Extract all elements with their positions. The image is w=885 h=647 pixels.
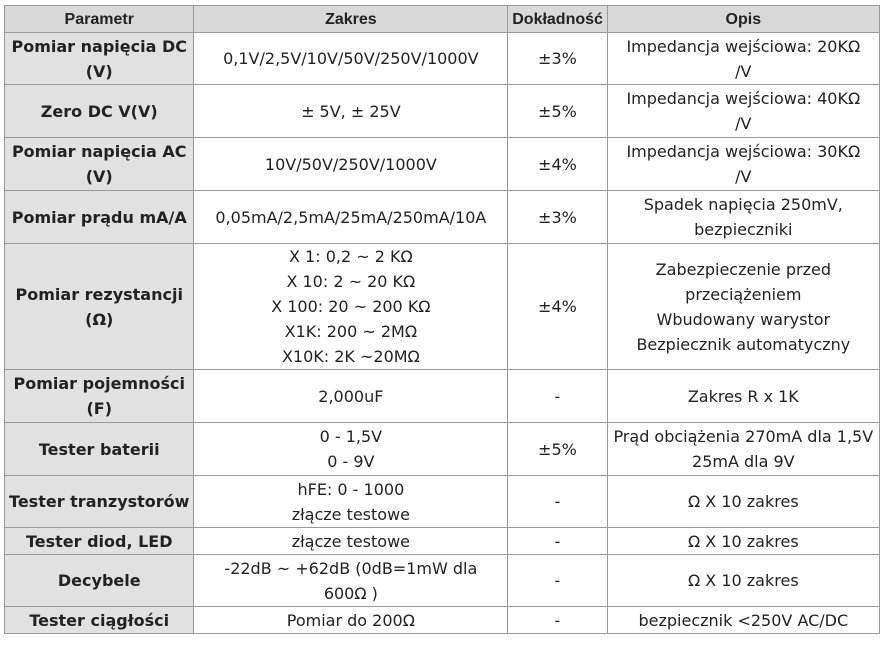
description-cell — [607, 555, 879, 607]
accuracy-cell: - — [508, 528, 607, 555]
accuracy-cell: ±3% — [508, 33, 607, 85]
parameter-cell-line: Tester baterii — [38, 439, 160, 459]
table-row — [5, 33, 880, 85]
parameter-cell — [5, 85, 194, 138]
header-row — [5, 6, 880, 33]
range-cell-line: 10V/50V/250V/1000V — [264, 154, 437, 174]
range-cell-line: 0 - 9V — [327, 452, 375, 471]
description-cell-line: 25mA dla 9V — [692, 452, 795, 471]
table-row — [5, 370, 880, 423]
accuracy-cell: ±5% — [508, 423, 607, 476]
range-cell-line: X1K: 200 ~ 2MΩ — [284, 322, 418, 341]
description-cell-line: /V — [735, 167, 752, 186]
description-cell — [607, 138, 879, 191]
header-dokladnosc: Dokładność — [508, 6, 607, 33]
parameter-cell-line: Pomiar prądu mA/A — [11, 207, 187, 227]
description-cell-line: Ω X 10 zakres — [687, 531, 799, 551]
range-cell — [194, 423, 508, 476]
description-cell-line: /V — [735, 114, 752, 133]
parameter-cell-line: Pomiar napięcia DC — [11, 36, 187, 56]
parameter-cell — [5, 476, 194, 528]
range-cell-line: -22dB ~ +62dB (0dB=1mW dla — [224, 558, 478, 578]
parameter-cell-line: Pomiar rezystancji — [15, 284, 183, 304]
table-body — [5, 33, 880, 634]
description-cell-line: Impedancja wejściowa: 40KΩ — [626, 89, 861, 108]
range-cell-line: 2,000uF — [318, 386, 384, 406]
accuracy-cell: - — [508, 370, 607, 423]
range-cell — [194, 476, 508, 528]
accuracy-cell: ±3% — [508, 191, 607, 244]
accuracy-cell: ±4% — [508, 138, 607, 191]
range-cell — [194, 555, 508, 607]
parameter-cell-line: (F) — [86, 399, 113, 418]
range-cell-line: 600Ω ) — [323, 583, 378, 603]
range-cell — [194, 607, 508, 634]
parameter-cell-line: (Ω) — [85, 309, 114, 329]
specifications-table — [4, 5, 880, 634]
range-cell-line: X10K: 2K ~20MΩ — [281, 347, 420, 366]
table-row — [5, 528, 880, 555]
description-cell-line: /V — [735, 61, 752, 81]
description-cell — [607, 476, 879, 528]
description-cell — [607, 244, 879, 370]
table-row — [5, 85, 880, 138]
range-cell-line: X 10: 2 ~ 20 KΩ — [286, 272, 416, 291]
description-cell — [607, 191, 879, 244]
table-row — [5, 476, 880, 528]
table-row — [5, 423, 880, 476]
accuracy-cell: - — [508, 555, 607, 607]
range-cell-line: X 100: 20 ~ 200 KΩ — [271, 297, 431, 316]
table-row — [5, 138, 880, 191]
parameter-cell-line: Pomiar napięcia AC — [11, 142, 187, 161]
accuracy-cell: ±5% — [508, 85, 607, 138]
table-row — [5, 191, 880, 244]
header-zakres: Zakres — [194, 6, 508, 33]
range-cell-line: 0,1V/2,5V/10V/50V/250V/1000V — [223, 49, 479, 68]
range-cell-line: hFE: 0 - 1000 — [297, 479, 405, 499]
header-parametr: Parametr — [5, 6, 194, 33]
description-cell-line: Impedancja wejściowa: 20KΩ — [626, 36, 861, 56]
description-cell-line: Prąd obciążenia 270mA dla 1,5V — [613, 427, 874, 446]
description-cell-line: bezpieczniki — [694, 220, 793, 239]
description-cell-line: przeciążeniem — [685, 284, 802, 304]
description-cell — [607, 423, 879, 476]
range-cell — [194, 370, 508, 423]
description-cell-line: Ω X 10 zakres — [687, 492, 799, 511]
range-cell — [194, 85, 508, 138]
description-cell-line: Ω X 10 zakres — [687, 571, 799, 590]
range-cell-line: ± 5V, ± 25V — [301, 101, 401, 121]
parameter-cell-line: Tester diod, LED — [25, 531, 173, 551]
parameter-cell — [5, 138, 194, 191]
accuracy-cell: - — [508, 607, 607, 634]
header-opis: Opis — [607, 6, 879, 33]
range-cell-line: 0,05mA/2,5mA/25mA/250mA/10A — [215, 207, 487, 227]
table-row — [5, 607, 880, 634]
parameter-cell-line: Tester tranzystorów — [9, 492, 190, 511]
parameter-cell — [5, 191, 194, 244]
parameter-cell — [5, 528, 194, 555]
description-cell — [607, 528, 879, 555]
description-cell-line: Zabezpieczenie przed — [655, 259, 831, 279]
parameter-cell-line: Zero DC V(V) — [40, 101, 158, 121]
description-cell-line: Zakres R x 1K — [687, 386, 799, 406]
parameter-cell-line: Decybele — [57, 571, 141, 590]
parameter-cell — [5, 370, 194, 423]
description-cell — [607, 85, 879, 138]
parameter-cell — [5, 423, 194, 476]
table-row — [5, 555, 880, 607]
description-cell-line: Wbudowany warystor — [656, 309, 831, 329]
range-cell — [194, 528, 508, 555]
description-cell-line: bezpiecznik <250V AC/DC — [638, 610, 849, 630]
parameter-cell — [5, 244, 194, 370]
parameter-cell-line: Tester ciągłości — [29, 610, 170, 630]
range-cell-line: X 1: 0,2 ~ 2 KΩ — [289, 247, 413, 266]
range-cell — [194, 138, 508, 191]
description-cell — [607, 33, 879, 85]
description-cell-line: Bezpiecznik automatyczny — [636, 334, 851, 354]
parameter-cell-line: (V) — [85, 61, 113, 81]
accuracy-cell: ±4% — [508, 244, 607, 370]
range-cell — [194, 244, 508, 370]
parameter-cell — [5, 607, 194, 634]
range-cell-line: złącze testowe — [291, 504, 411, 524]
description-cell — [607, 607, 879, 634]
parameter-cell — [5, 33, 194, 85]
parameter-cell-line: Pomiar pojemności — [13, 374, 185, 393]
parameter-cell — [5, 555, 194, 607]
parameter-cell-line: (V) — [85, 167, 113, 186]
table-row — [5, 244, 880, 370]
description-cell-line: Impedancja wejściowa: 30KΩ — [626, 142, 861, 161]
range-cell-line: 0 - 1,5V — [319, 427, 383, 446]
description-cell — [607, 370, 879, 423]
range-cell-line: Pomiar do 200Ω — [286, 610, 415, 630]
range-cell — [194, 33, 508, 85]
range-cell-line: złącze testowe — [291, 531, 411, 551]
description-cell-line: Spadek napięcia 250mV, — [643, 195, 843, 214]
range-cell — [194, 191, 508, 244]
accuracy-cell: - — [508, 476, 607, 528]
